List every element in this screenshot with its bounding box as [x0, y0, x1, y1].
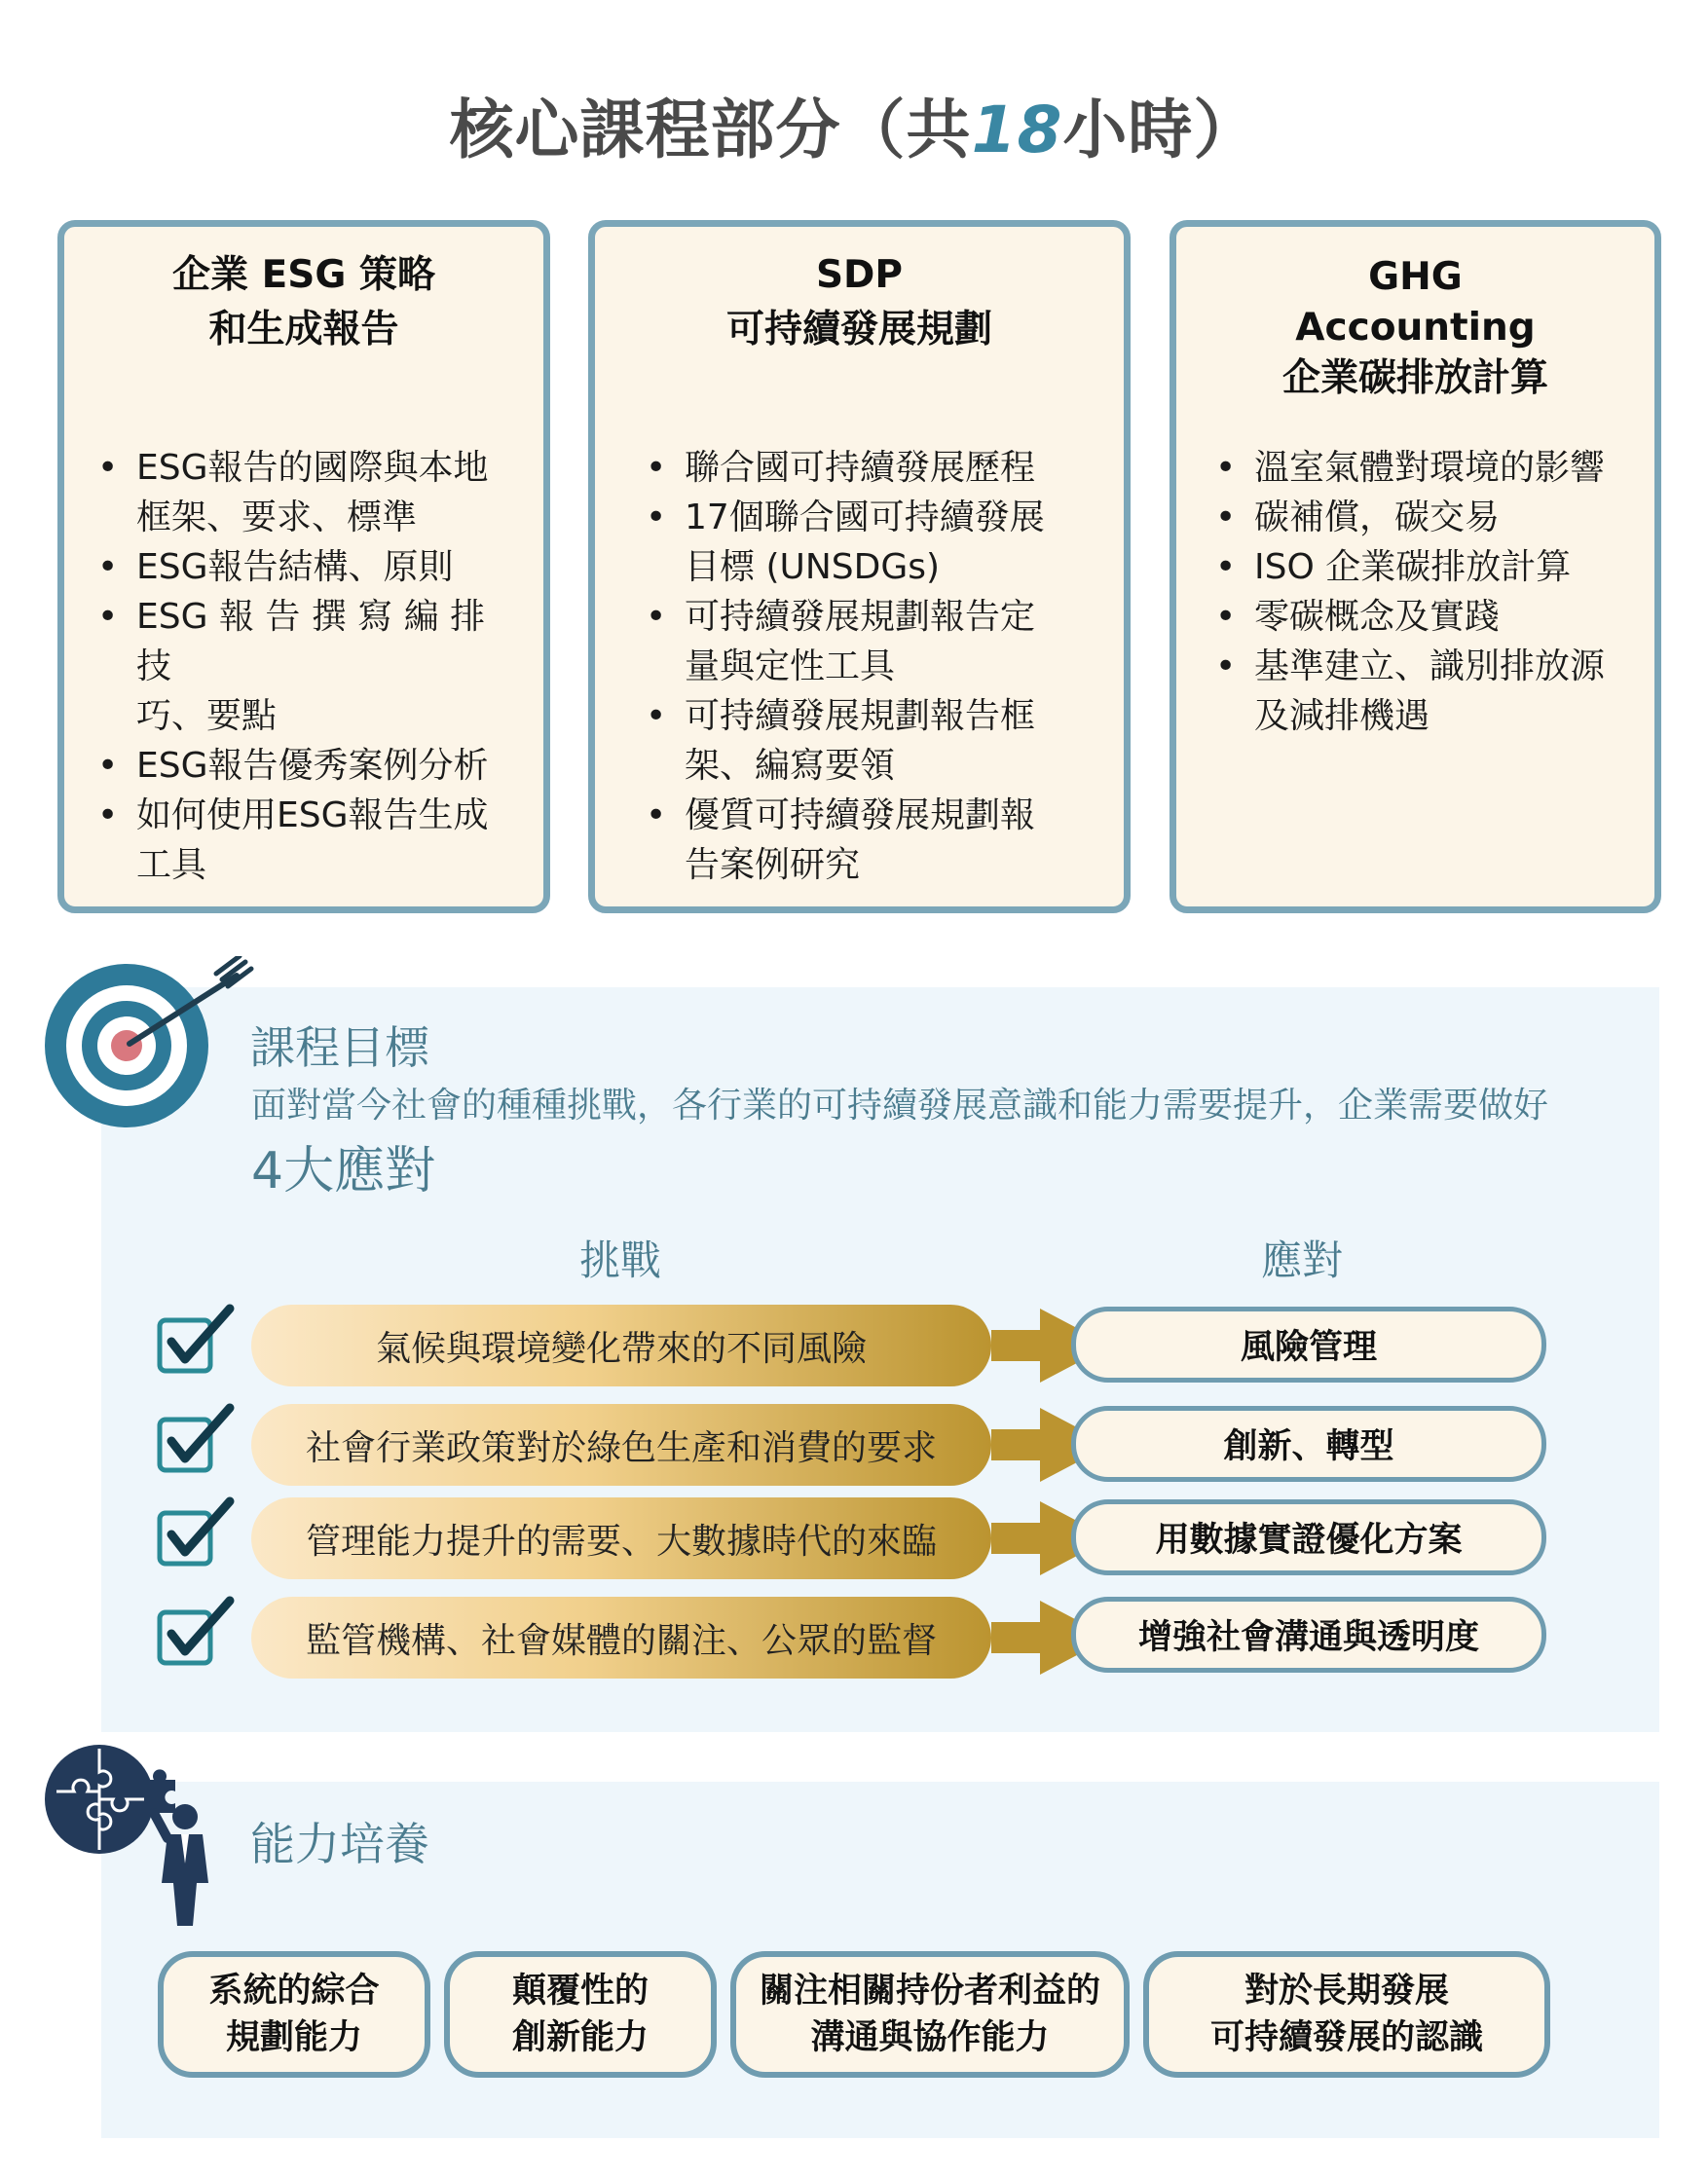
list-item: • 優質可持續發展規劃報 告案例研究 [646, 791, 1103, 890]
card-topic-list [1215, 443, 1653, 741]
response-item: 創新、轉型 [1071, 1406, 1546, 1482]
list-item: • 基準建立、識別排放源 及減排機遇 [1215, 642, 1653, 741]
list-item: • 聯合國可持續發展歷程 [646, 443, 1103, 493]
course-card-ghg [1170, 220, 1661, 913]
challenge-item: 社會行業政策對於綠色生產和消費的要求 [251, 1404, 991, 1486]
list-item: • ESG報告結構、原則 [97, 542, 526, 592]
challenge-item: 氣候與環境變化帶來的不同風險 [251, 1305, 991, 1386]
target-arrow-icon [37, 956, 261, 1131]
objective-heading: 課程目標 [250, 1021, 429, 1074]
card-title: 企業 ESG 策略 和生成報告 [172, 253, 435, 351]
challenge-column-header: 挑戰 [578, 1237, 661, 1284]
puzzle-person-icon [43, 1741, 218, 1926]
response-item: 用數據實證優化方案 [1071, 1499, 1546, 1575]
checkmark-icon [156, 1402, 236, 1474]
skill-item: 關注相關持份者利益的 溝通與協作能力 [730, 1951, 1130, 2078]
response-item: 增強社會溝通與透明度 [1071, 1597, 1546, 1673]
list-item: • ESG報告優秀案例分析 [97, 741, 526, 791]
response-item: 風險管理 [1071, 1307, 1546, 1383]
skill-item: 顛覆性的 創新能力 [444, 1951, 717, 2078]
list-item: • 溫室氣體對環境的影響 [1215, 443, 1653, 493]
card-topic-list [97, 443, 526, 890]
list-item: • 可持續發展規劃報告框 架、編寫要領 [646, 691, 1103, 791]
list-item: • 17個聯合國可持續發展 目標 (UNSDGs) [646, 493, 1103, 592]
list-item: • ESG 報 告 撰 寫 編 排 技 巧、要點 [97, 592, 526, 741]
course-card-esg [57, 220, 550, 913]
checkmark-icon [156, 1595, 236, 1667]
course-card-sdp [588, 220, 1131, 913]
list-item: • 零碳概念及實踐 [1215, 592, 1653, 642]
skills-heading: 能力培養 [250, 1818, 429, 1870]
list-item: • 碳補償，碳交易 [1215, 493, 1653, 542]
card-title: SDP 可持續發展規劃 [725, 253, 992, 351]
response-column-header: 應對 [1260, 1237, 1343, 1284]
challenge-item: 監管機構、社會媒體的關注、公眾的監督 [251, 1597, 991, 1679]
list-item: • ESG報告的國際與本地 框架、要求、標準 [97, 443, 526, 542]
list-item: • ISO 企業碳排放計算 [1215, 542, 1653, 592]
challenge-item: 管理能力提升的需要、大數據時代的來臨 [251, 1497, 991, 1579]
checkmark-icon [156, 1303, 236, 1375]
skill-item: 對於長期發展 可持續發展的認識 [1143, 1951, 1550, 2078]
card-topic-list [646, 443, 1103, 890]
checkmark-icon [156, 1495, 236, 1568]
objective-count: 4大應對 [251, 1142, 436, 1200]
card-title: GHG Accounting 企業碳排放計算 [1281, 255, 1548, 400]
list-item: • 可持續發展規劃報告定 量與定性工具 [646, 592, 1103, 691]
objective-description: 面對當今社會的種種挑戰，各行業的可持續發展意識和能力需要提升，企業需要做好 [251, 1086, 1549, 1126]
skill-item: 系統的綜合 規劃能力 [158, 1951, 430, 2078]
list-item: • 如何使用ESG報告生成 工具 [97, 791, 526, 890]
page-title: 核心課程部分（共18小時） [449, 92, 1259, 167]
